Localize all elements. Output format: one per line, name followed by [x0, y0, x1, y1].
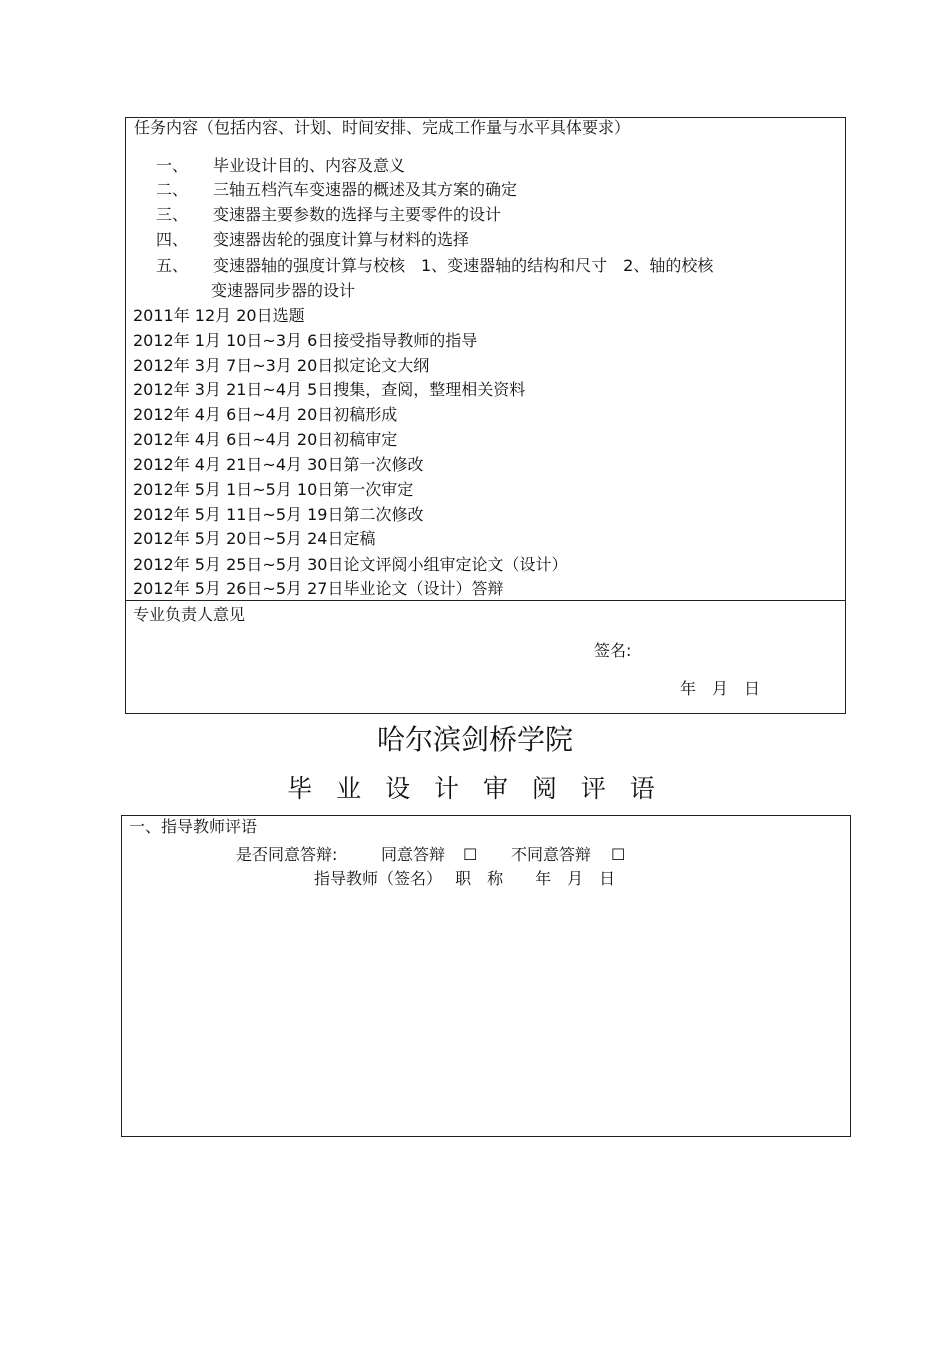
- schedule-line: 2012年 4月 6日~4月 20日初稿形成: [133, 405, 398, 424]
- task-item-number: 五、: [156, 256, 189, 275]
- date-label: 年 月 日: [680, 679, 761, 698]
- opinion-label: 专业负责人意见: [133, 605, 246, 624]
- schedule-line: 2012年 5月 20日~5月 24日定稿: [133, 529, 376, 548]
- section-divider: [125, 600, 846, 601]
- task-item-number: 三、: [156, 205, 189, 224]
- school-name: 哈尔滨剑桥学院: [376, 723, 573, 756]
- agree-label: 同意答辩: [381, 845, 446, 864]
- schedule-line: 2012年 3月 21日~4月 5日搜集，查阅，整理相关资料: [133, 380, 526, 399]
- signature-label: 签名:: [594, 641, 632, 660]
- form-title: 毕 业 设 计 审 阅 评 语: [287, 774, 663, 803]
- schedule-line: 2012年 5月 1日~5月 10日第一次审定: [133, 480, 414, 499]
- schedule-line: 2012年 5月 25日~5月 30日论文评阅小组审定论文（设计）: [133, 555, 568, 574]
- teacher-signature-line: 指导教师（签名） 职 称 年 月 日: [314, 869, 616, 888]
- task-item-text: 变速器主要参数的选择与主要零件的设计: [213, 205, 502, 224]
- review-header: 一、指导教师评语: [129, 817, 258, 836]
- task-item-number: 二、: [156, 180, 189, 199]
- schedule-line: 2011年 12月 20日选题: [133, 306, 305, 325]
- task-item-text: 三轴五档汽车变速器的概述及其方案的确定: [213, 180, 518, 199]
- review-box: [121, 815, 851, 1137]
- task-item-text: 毕业设计目的、内容及意义: [213, 156, 406, 175]
- schedule-line: 2012年 1月 10日~3月 6日接受指导教师的指导: [133, 331, 478, 350]
- task-item-number: 四、: [156, 230, 189, 249]
- schedule-line: 2012年 5月 11日~5月 19日第二次修改: [133, 505, 424, 524]
- schedule-line: 2012年 4月 6日~4月 20日初稿审定: [133, 430, 398, 449]
- defense-question: 是否同意答辩:: [236, 845, 338, 864]
- agree-checkbox[interactable]: ☐: [463, 845, 478, 864]
- disagree-checkbox[interactable]: ☐: [611, 845, 626, 864]
- task-item-text: 变速器轴的强度计算与校核 1、变速器轴的结构和尺寸 2、轴的校核: [213, 256, 714, 275]
- schedule-line: 2012年 5月 26日~5月 27日毕业论文（设计）答辩: [133, 579, 504, 598]
- task-item-number: 一、: [156, 156, 189, 175]
- task-header: 任务内容（包括内容、计划、时间安排、完成工作量与水平具体要求）: [134, 118, 631, 137]
- task-item-continuation: 变速器同步器的设计: [211, 281, 356, 300]
- schedule-line: 2012年 3月 7日~3月 20日拟定论文大纲: [133, 356, 430, 375]
- disagree-label: 不同意答辩: [511, 845, 592, 864]
- schedule-line: 2012年 4月 21日~4月 30日第一次修改: [133, 455, 424, 474]
- task-item-text: 变速器齿轮的强度计算与材料的选择: [213, 230, 470, 249]
